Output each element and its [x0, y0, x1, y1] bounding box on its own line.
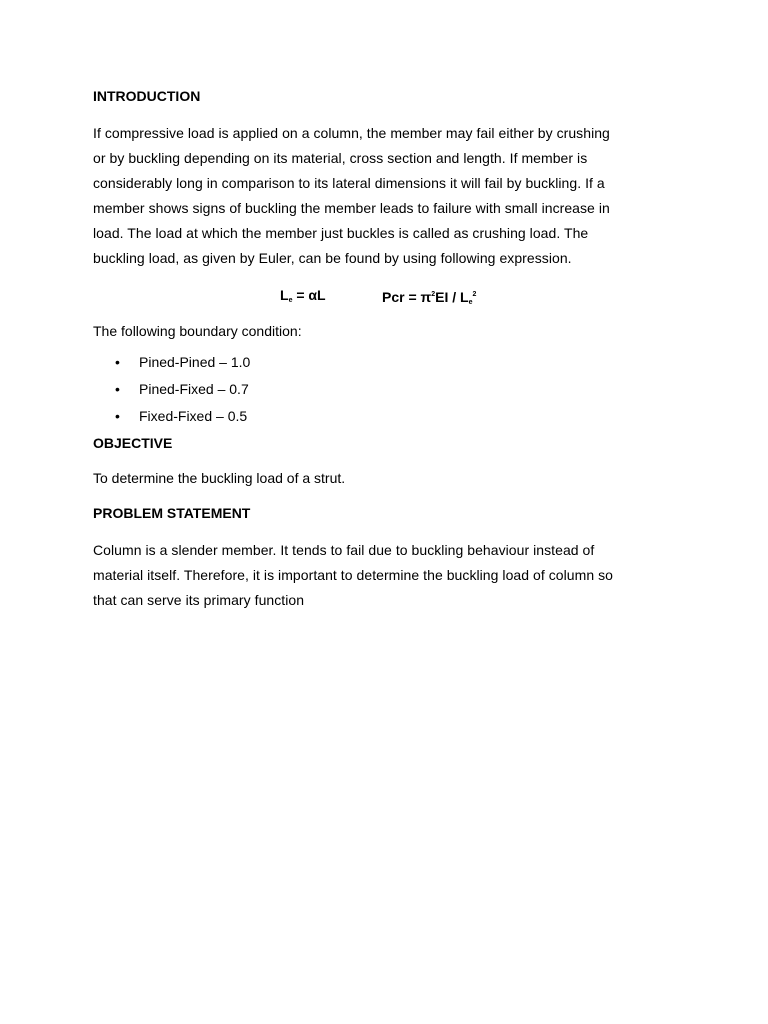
problem-line: Column is a slender member. It tends to fail due to buckling behaviour instead of: [93, 542, 595, 558]
formula-subscript: e: [468, 299, 473, 306]
list-item-text: Fixed-Fixed – 0.5: [139, 408, 248, 424]
introduction-line: considerably long in comparison to its lateral dimensions it will fail by buckling. If a: [93, 175, 605, 191]
euler-load-formula: [382, 285, 476, 313]
list-item-text: Pined-Pined – 1.0: [139, 354, 251, 370]
introduction-line: If compressive load is applied on a column, the member may fail either by crushing: [93, 125, 610, 141]
introduction-line: member shows signs of buckling the member leads to failure with small increase in: [93, 200, 610, 216]
list-item-text: Pined-Fixed – 0.7: [139, 381, 249, 397]
page-content: [93, 86, 673, 613]
problem-line: that can serve its primary function: [93, 592, 305, 608]
introduction-line: buckling load, as given by Euler, can be found by using following expression.: [93, 250, 572, 266]
problem-statement-paragraph: [93, 538, 673, 613]
introduction-paragraph: [93, 121, 673, 271]
formula-symbol: Pcr = π: [382, 289, 432, 305]
formula-superscript: 2: [472, 291, 477, 298]
problem-statement-heading: PROBLEM STATEMENT: [93, 505, 251, 521]
formula-row: [93, 285, 673, 305]
list-item: [93, 352, 673, 372]
effective-length-formula: [280, 285, 326, 311]
list-item: [93, 406, 673, 426]
objective-text: To determine the buckling load of a strut.: [93, 470, 346, 486]
formula-symbol: L: [280, 287, 289, 303]
boundary-condition-list: [93, 352, 673, 426]
objective-heading: OBJECTIVE: [93, 435, 173, 451]
bullet-icon: •: [115, 381, 120, 397]
introduction-line: load. The load at which the member just buckles is called as crushing load. The: [93, 225, 589, 241]
introduction-heading: INTRODUCTION: [93, 88, 201, 104]
bullet-icon: •: [115, 354, 120, 370]
introduction-line: or by buckling depending on its material, cross section and length. If member is: [93, 150, 588, 166]
formula-superscript: 2: [431, 291, 436, 298]
list-item: [93, 379, 673, 399]
bullet-icon: •: [115, 408, 120, 424]
problem-line: material itself. Therefore, it is important to determine the buckling load of column so: [93, 567, 614, 583]
formula-symbol: = αL: [292, 287, 326, 303]
formula-symbol: EI / L: [435, 289, 469, 305]
formula-subscript: e: [288, 297, 293, 304]
boundary-condition-label: The following boundary condition:: [93, 323, 302, 339]
